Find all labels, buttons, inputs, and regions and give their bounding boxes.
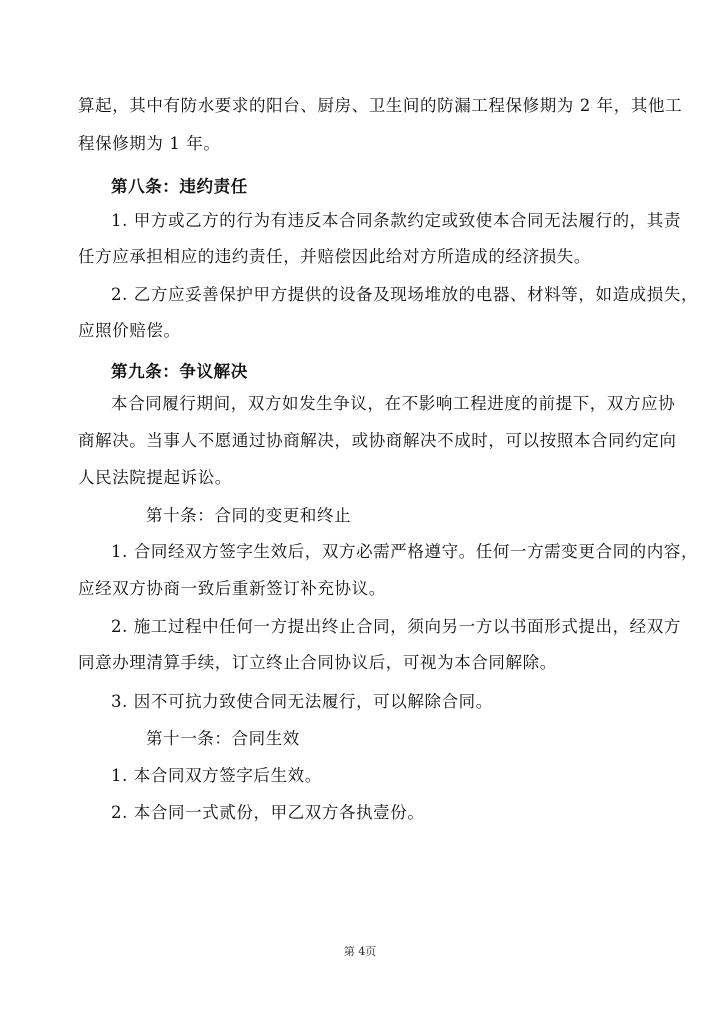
paragraph-line: 1. 合同经双方签字生效后，双方必需严格遵守。任何一方需变更合同的内容， [111,542,699,561]
paragraph-line: 算起，其中有防水要求的阳台、厨房、卫生间的防漏工程保修期为 2 年，其他工 [78,96,683,115]
paragraph-line: 2. 乙方应妥善保护甲方提供的设备及现场堆放的电器、材料等，如造成损失， [111,285,699,304]
paragraph-line: 1. 甲方或乙方的行为有违反本合同条款约定或致使本合同无法履行的，其责 [111,211,681,230]
paragraph-line: 程保修期为 1 年。 [78,134,221,153]
paragraph-line: 本合同履行期间，双方如发生争议，在不影响工程进度的前提下，双方应协 [111,394,676,413]
paragraph-line: 1. 本合同双方签字后生效。 [111,766,322,785]
paragraph-line: 人民法院提起诉讼。 [78,468,232,487]
paragraph-line: 商解决。当事人不愿通过协商解决，或协商解决不成时，可以按照本合同约定向 [78,431,677,450]
article-9-heading: 第九条：争议解决 [111,362,248,381]
page-number: 第 4页 [343,945,377,958]
article-11-heading: 第十一条：合同生效 [146,729,300,748]
article-8-heading: 第八条：违约责任 [111,177,248,196]
paragraph-line: 2. 施工过程中任何一方提出终止合同，须向另一方以书面形式提出，经双方 [111,617,681,636]
paragraph-line: 同意办理清算手续，订立终止合同协议后，可视为本合同解除。 [78,653,557,672]
paragraph-line: 2. 本合同一式贰份，甲乙双方各执壹份。 [111,803,425,822]
paragraph-line: 任方应承担相应的违约责任，并赔偿因此给对方所造成的经济损失。 [78,247,591,266]
article-10-heading: 第十条：合同的变更和终止 [146,506,352,525]
paragraph-line: 应照价赔偿。 [78,321,181,340]
paragraph-line: 3. 因不可抗力致使合同无法履行，可以解除合同。 [111,692,493,711]
paragraph-line: 应经双方协商一致后重新签订补充协议。 [78,579,386,598]
